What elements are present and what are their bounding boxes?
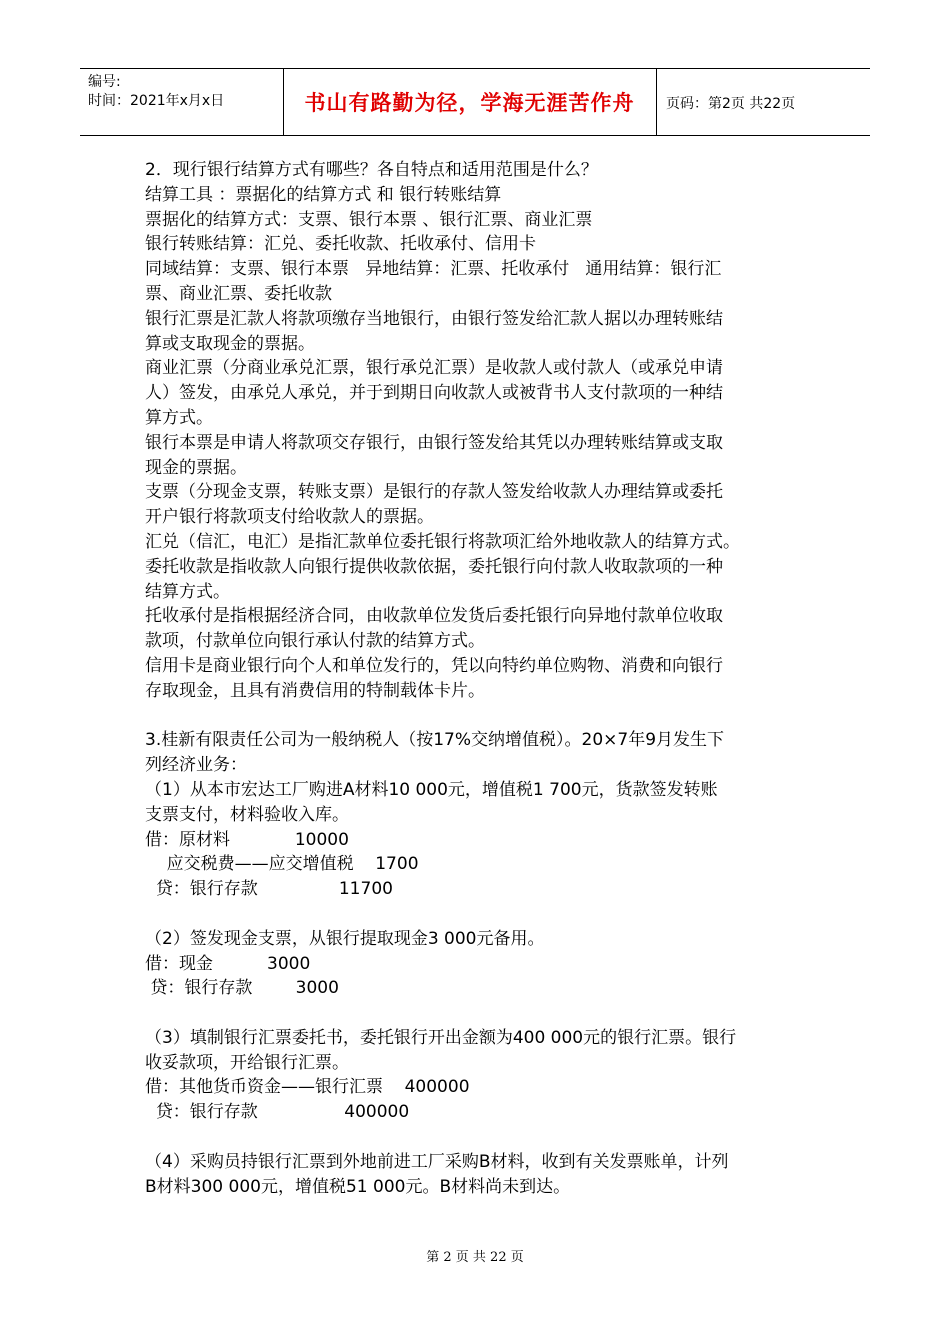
text-line: 存取现金，且具有消费信用的特制载体卡片。 (145, 680, 485, 701)
text-line: （4）采购员持银行汇票到外地前进工厂采购B材料，收到有关发票账单，计列 (145, 1151, 729, 1172)
text-line: 支票（分现金支票，转账支票）是银行的存款人签发给收款人办理结算或委托 (145, 482, 723, 503)
text-line: 款项，付款单位向银行承认付款的结算方式。 (145, 631, 485, 652)
text-line: 票据化的结算方式：支票、银行本票 、银行汇票、商业汇票 (145, 209, 593, 230)
text-line: 银行本票是申请人将款项交存银行，由银行签发给其凭以办理转账结算或支取 (145, 432, 723, 453)
text-line: 借：原材料 10000 (145, 829, 349, 850)
text-line: 信用卡是商业银行向个人和单位发行的，凭以向特约单位购物、消费和向银行 (145, 655, 723, 676)
text-line: 算方式。 (145, 407, 213, 428)
page-header (80, 68, 870, 136)
number-label: 编号: (88, 74, 121, 90)
text-line: 托收承付是指根据经济合同，由收款单位发货后委托银行向异地付款单位收取 (145, 606, 723, 627)
text-line: 开户银行将款项支付给收款人的票据。 (145, 507, 434, 528)
text-line: 票、商业汇票、委托收款 (145, 283, 332, 304)
text-line: 借：其他货币资金——银行汇票 400000 (145, 1077, 470, 1098)
text-line: 人）签发，由承兑人承兑，并于到期日向收款人或被背书人支付款项的一种结 (145, 383, 723, 404)
header-motto: 书山有路勤为径，学海无涯苦作舟 (304, 90, 635, 115)
blank-line (145, 1001, 810, 1026)
text-line: 结算方式。 (145, 581, 230, 602)
text-line: 贷：银行存款 11700 (145, 879, 393, 900)
header-meta (88, 73, 224, 111)
text-line: 算或支取现金的票据。 (145, 333, 315, 354)
text-line: 3.桂新有限责任公司为一般纳税人（按17%交纳增值税）。20×7年9月发生下 (145, 730, 725, 751)
text-line: 汇兑（信汇，电汇）是指汇款单位委托银行将款项汇给外地收款人的结算方式。 (145, 531, 740, 552)
text-line: B材料300 000元，增值税51 000元。B材料尚未到达。 (145, 1176, 571, 1197)
text-line: 支票支付，材料验收入库。 (145, 804, 349, 825)
text-line: 列经济业务： (145, 755, 247, 776)
text-line: 商业汇票（分商业承兑汇票，银行承兑汇票）是收款人或付款人（或承兑申请 (145, 358, 723, 379)
text-line: 收妥款项，开给银行汇票。 (145, 1052, 349, 1073)
text-line: 委托收款是指收款人向银行提供收款依据，委托银行向付款人收取款项的一种 (145, 556, 723, 577)
text-line: 贷：银行存款 400000 (145, 1102, 410, 1123)
document-body (145, 158, 810, 1199)
text-line: （2）签发现金支票，从银行提取现金3 000元备用。 (145, 928, 545, 949)
page-footer: 第 2 页 共 22 页 (426, 1250, 524, 1265)
time-label: 时间：2021年x月x日 (88, 93, 225, 109)
text-line: 贷：银行存款 3000 (145, 978, 339, 999)
text-line: 应交税费——应交增值税 1700 (145, 854, 419, 875)
text-line: 2．现行银行结算方式有哪些？各自特点和适用范围是什么？ (145, 160, 598, 180)
blank-line (145, 1125, 810, 1150)
text-line: 同域结算：支票、银行本票 异地结算：汇票、托收承付 通用结算：银行汇 (145, 259, 722, 280)
text-line: 银行汇票是汇款人将款项缴存当地银行，由银行签发给汇款人据以办理转账结 (145, 308, 723, 329)
blank-line (145, 902, 810, 927)
text-line: （3）填制银行汇票委托书，委托银行开出金额为400 000元的银行汇票。银行 (145, 1027, 737, 1048)
blank-line (145, 704, 810, 729)
text-line: 结算工具 ：票据化的结算方式 和 银行转账结算 (145, 184, 502, 205)
header-divider (656, 69, 657, 135)
text-line: 现金的票据。 (145, 457, 247, 478)
header-page-info: 页码：第2页 共22页 (666, 96, 796, 112)
text-line: （1）从本市宏达工厂购进A材料10 000元，增值税1 700元，货款签发转账 (145, 779, 718, 800)
text-line: 借：现金 3000 (145, 953, 311, 974)
text-line: 银行转账结算：汇兑、委托收款、托收承付、信用卡 (145, 234, 536, 255)
